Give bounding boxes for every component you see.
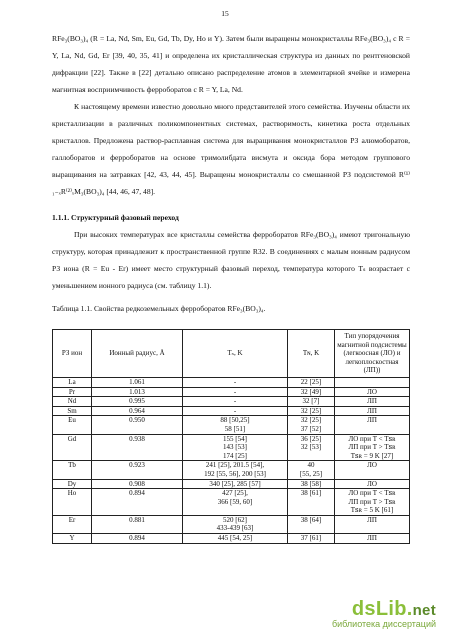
table-row xyxy=(53,534,410,544)
section-heading: 1.1.1. Структурный фазовый переход xyxy=(52,213,179,222)
cell-radius: 1.013 xyxy=(92,387,183,397)
cell-type: ЛП xyxy=(335,397,410,407)
body-text xyxy=(52,30,410,317)
paragraph: RFe₃(BO₃)₄ (R = La, Nd, Sm, Eu, Gd, Tb, Dy, Ho и Y). Затем были выращены монокристаллы RFe₃(BO₃)₄ с R = Y, La, Nd, Gd, Er [39, 40, 35, 41] и определена их кристаллическая структура из данных по рентгеновской дифракции [22]. Также в [22] детально описано распределение атомов в элементарной ячейке и измерена магнитная восприимчивость ферроборатов с R = Y, La, Nd. xyxy=(52,34,410,94)
cell-ts: 88 [50,25] 58 [51] xyxy=(183,416,288,434)
cell-ion: Nd xyxy=(53,397,92,407)
header-radius: Ионный радиус, Å xyxy=(92,330,183,378)
cell-type: ЛО при T < Tꜱʀ ЛП при T > Tꜱʀ Tꜱʀ = 5 K [61] xyxy=(335,489,410,516)
header-tn: Tɴ, K xyxy=(288,330,335,378)
cell-radius: 0.894 xyxy=(92,489,183,516)
cell-ion: Tb xyxy=(53,461,92,479)
cell-tn: 36 [25] 32 [53] xyxy=(288,434,335,461)
cell-tn: 22 [25] xyxy=(288,377,335,387)
cell-ts: 520 [62] 433-439 [63] xyxy=(183,515,288,533)
table-row xyxy=(53,515,410,533)
table-row xyxy=(53,397,410,407)
watermark xyxy=(332,598,436,629)
table-row xyxy=(53,489,410,516)
cell-ion: Er xyxy=(53,515,92,533)
cell-ion: Gd xyxy=(53,434,92,461)
table-row xyxy=(53,434,410,461)
cell-tn: 40 [55, 25] xyxy=(288,461,335,479)
table-header-row xyxy=(53,330,410,378)
cell-type: ЛП xyxy=(335,534,410,544)
cell-ion: Eu xyxy=(53,416,92,434)
cell-tn: 38 [61] xyxy=(288,489,335,516)
paragraph: К настоящему времени известно довольно много представителей этого семейства. Изучены области их кристаллизации в различных поликомпонентных системах, растворимость, кинетика роста отдельных кристаллов. Предложена раствор-расплавная система для выращивания монокристаллов РЗ алюмоборатов, галлоборатов и ферроборатов на основе тримолибдата висмута и оксида бора методом группового выращивания на затравках [42, 43, 44, 45]. Выращены монокристаллы со смешанной РЗ подсистемой R⁽¹⁾₁₋ₓR⁽²⁾ₓM₃(BO₃)₄ [44, 46, 47, 48]. xyxy=(52,102,410,196)
cell-tn: 38 [58] xyxy=(288,479,335,489)
cell-ion: Pr xyxy=(53,387,92,397)
cell-type: ЛО xyxy=(335,387,410,397)
cell-ts: - xyxy=(183,387,288,397)
watermark-logo: dsLib.net xyxy=(351,598,436,620)
cell-tn: 32 [7] xyxy=(288,397,335,407)
header-ion: РЗ ион xyxy=(53,330,92,378)
cell-ts: - xyxy=(183,377,288,387)
cell-type xyxy=(335,377,410,387)
cell-radius: 0.908 xyxy=(92,479,183,489)
cell-ts: 340 [25], 285 [57] xyxy=(183,479,288,489)
table-row xyxy=(53,387,410,397)
page-number: 15 xyxy=(221,9,229,18)
cell-tn: 32 [25] 37 [52] xyxy=(288,416,335,434)
cell-ion: Dy xyxy=(53,479,92,489)
properties-table xyxy=(52,329,410,544)
cell-radius: 0.964 xyxy=(92,406,183,416)
cell-ts: 241 [25], 201.5 [54], 192 [55, 56], 200 [53] xyxy=(183,461,288,479)
cell-ion: Ho xyxy=(53,489,92,516)
cell-type: ЛО xyxy=(335,479,410,489)
header-ts: Tₛ, K xyxy=(183,330,288,378)
table-row xyxy=(53,461,410,479)
cell-type: ЛП xyxy=(335,515,410,533)
cell-ion: Sm xyxy=(53,406,92,416)
cell-radius: 0.950 xyxy=(92,416,183,434)
cell-type: ЛП xyxy=(335,416,410,434)
cell-ion: Y xyxy=(53,534,92,544)
cell-radius: 0.995 xyxy=(92,397,183,407)
cell-ts: 155 [54] 143 [53] 174 [25] xyxy=(183,434,288,461)
paragraph: При высоких температурах все кристаллы семейства ферроборатов RFe₃(BO₃)₄ имеют тригональную структуру, которая принадлежит к пространственной группе R32. В соединениях с малым ионным радиусом РЗ иона (R = Eu - Er) имеет место структурный фазовый переход, температура которого Tₛ возрастает с уменьшением ионного радиуса (см. таблицу 1.1). xyxy=(52,230,410,290)
table-row xyxy=(53,479,410,489)
table-row xyxy=(53,416,410,434)
header-type: Тип упорядочения магнитной подсистемы (легкоосная (ЛО) и легкоплоскостная (ЛП)) xyxy=(335,330,410,378)
table-caption: Таблица 1.1. Свойства редкоземельных ферроборатов RFe₃(BO₃)₄. xyxy=(52,304,266,313)
table-row xyxy=(53,406,410,416)
cell-ts: 445 [54, 25] xyxy=(183,534,288,544)
watermark-subtitle: библиотека диссертаций xyxy=(331,619,436,629)
cell-tn: 32 [25] xyxy=(288,406,335,416)
cell-ts: - xyxy=(183,406,288,416)
cell-type: ЛП xyxy=(335,406,410,416)
cell-radius: 0.938 xyxy=(92,434,183,461)
cell-type: ЛО при T < Tꜱʀ ЛП при T > Tꜱʀ Tꜱʀ = 9 K [27] xyxy=(335,434,410,461)
cell-ts: 427 [25], 366 [59, 60] xyxy=(183,489,288,516)
cell-tn: 32 [49] xyxy=(288,387,335,397)
cell-radius: 0.881 xyxy=(92,515,183,533)
cell-ion: La xyxy=(53,377,92,387)
cell-radius: 0.894 xyxy=(92,534,183,544)
cell-radius: 1.061 xyxy=(92,377,183,387)
cell-type: ЛО xyxy=(335,461,410,479)
cell-radius: 0.923 xyxy=(92,461,183,479)
table-row xyxy=(53,377,410,387)
cell-tn: 38 [64] xyxy=(288,515,335,533)
cell-tn: 37 [61] xyxy=(288,534,335,544)
cell-ts: - xyxy=(183,397,288,407)
